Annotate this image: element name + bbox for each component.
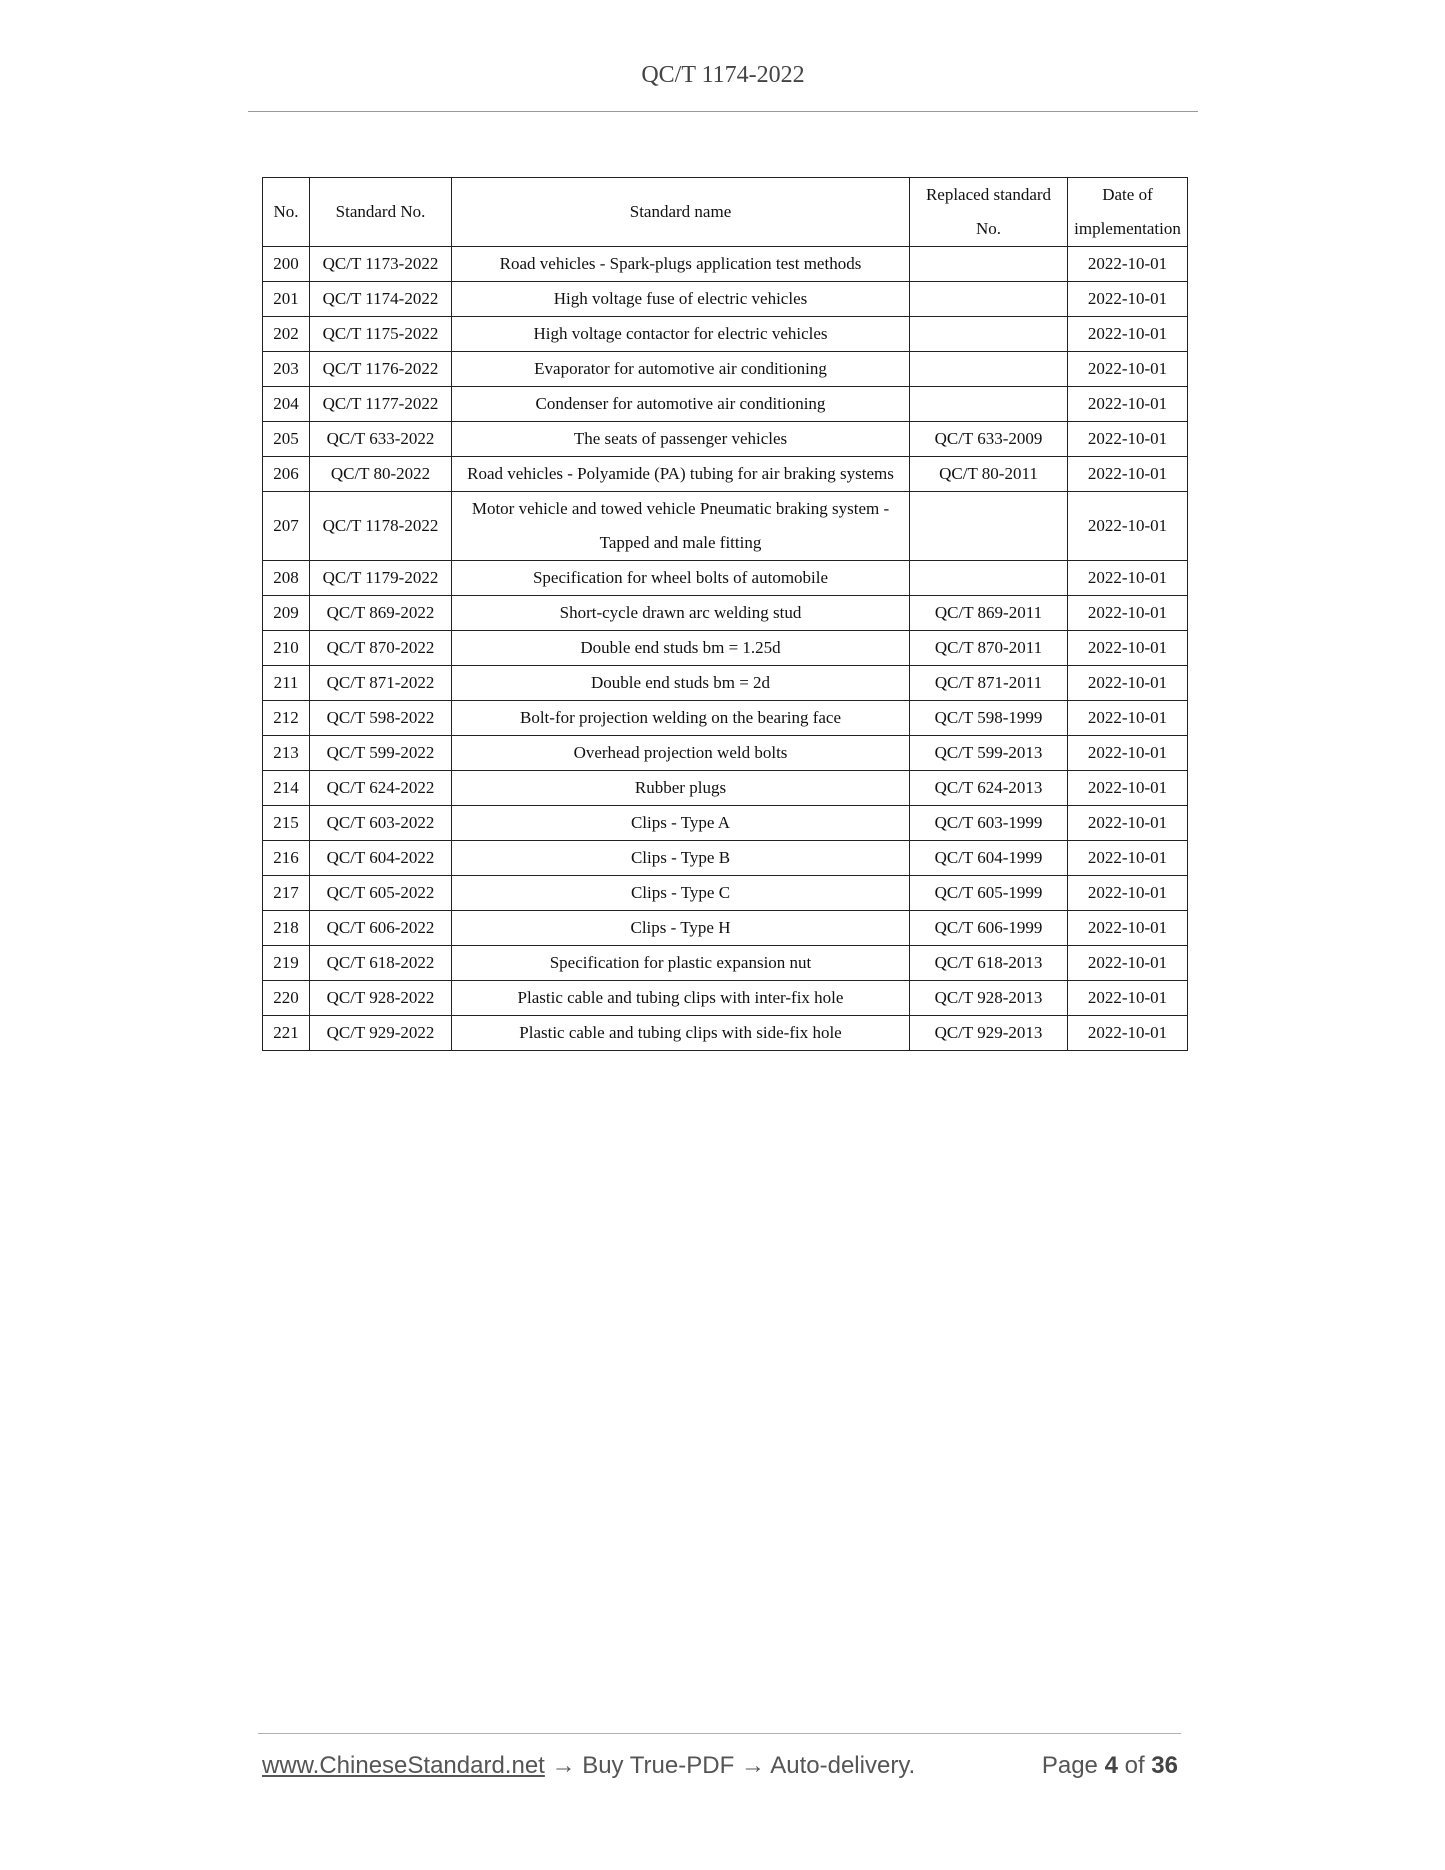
cell-standard-no: QC/T 1175-2022	[310, 317, 452, 352]
cell-standard-name: Clips - Type B	[452, 841, 910, 876]
cell-no: 210	[263, 631, 310, 666]
table-row	[263, 352, 1188, 387]
cell-date: 2022-10-01	[1068, 841, 1188, 876]
cell-replaced-standard: QC/T 598-1999	[910, 701, 1068, 736]
cell-replaced-standard	[910, 317, 1068, 352]
cell-standard-no: QC/T 871-2022	[310, 666, 452, 701]
cell-standard-name: Rubber plugs	[452, 771, 910, 806]
cell-date: 2022-10-01	[1068, 352, 1188, 387]
cell-no: 202	[263, 317, 310, 352]
table-row	[263, 422, 1188, 457]
table-row	[263, 457, 1188, 492]
cell-standard-name: Double end studs bm = 1.25d	[452, 631, 910, 666]
cell-replaced-standard: QC/T 869-2011	[910, 596, 1068, 631]
column-header-no: No.	[263, 178, 310, 247]
cell-no: 200	[263, 247, 310, 282]
cell-date: 2022-10-01	[1068, 806, 1188, 841]
cell-no: 221	[263, 1016, 310, 1051]
cell-standard-no: QC/T 618-2022	[310, 946, 452, 981]
cell-replaced-standard: QC/T 605-1999	[910, 876, 1068, 911]
cell-no: 203	[263, 352, 310, 387]
cell-no: 206	[263, 457, 310, 492]
cell-no: 218	[263, 911, 310, 946]
cell-standard-name: Road vehicles - Spark-plugs application test methods	[452, 247, 910, 282]
cell-replaced-standard: QC/T 599-2013	[910, 736, 1068, 771]
auto-delivery-text: Auto-delivery.	[770, 1752, 916, 1779]
cell-date: 2022-10-01	[1068, 701, 1188, 736]
cell-date: 2022-10-01	[1068, 596, 1188, 631]
cell-replaced-standard: QC/T 633-2009	[910, 422, 1068, 457]
cell-replaced-standard: QC/T 871-2011	[910, 666, 1068, 701]
page-header-title: QC/T 1174-2022	[641, 62, 805, 88]
cell-standard-no: QC/T 598-2022	[310, 701, 452, 736]
cell-standard-no: QC/T 80-2022	[310, 457, 452, 492]
cell-date: 2022-10-01	[1068, 1016, 1188, 1051]
cell-standard-name: Evaporator for automotive air conditioning	[452, 352, 910, 387]
cell-date: 2022-10-01	[1068, 317, 1188, 352]
page-indicator	[1042, 1752, 1178, 1780]
cell-date: 2022-10-01	[1068, 736, 1188, 771]
cell-date: 2022-10-01	[1068, 282, 1188, 317]
cell-replaced-standard: QC/T 870-2011	[910, 631, 1068, 666]
table-row	[263, 247, 1188, 282]
cell-no: 212	[263, 701, 310, 736]
column-header-standard-no: Standard No.	[310, 178, 452, 247]
cell-date: 2022-10-01	[1068, 666, 1188, 701]
cell-standard-no: QC/T 1174-2022	[310, 282, 452, 317]
cell-no: 219	[263, 946, 310, 981]
cell-date: 2022-10-01	[1068, 492, 1188, 561]
cell-date: 2022-10-01	[1068, 631, 1188, 666]
table-row	[263, 736, 1188, 771]
page-current: 4	[1104, 1752, 1118, 1779]
cell-replaced-standard	[910, 282, 1068, 317]
cell-replaced-standard: QC/T 80-2011	[910, 457, 1068, 492]
cell-no: 209	[263, 596, 310, 631]
cell-no: 201	[263, 282, 310, 317]
table-row	[263, 911, 1188, 946]
cell-standard-no: QC/T 1177-2022	[310, 387, 452, 422]
table-row	[263, 631, 1188, 666]
cell-date: 2022-10-01	[1068, 771, 1188, 806]
cell-no: 213	[263, 736, 310, 771]
cell-standard-name: Clips - Type A	[452, 806, 910, 841]
cell-replaced-standard: QC/T 624-2013	[910, 771, 1068, 806]
table-row	[263, 282, 1188, 317]
buy-true-pdf-text: Buy True-PDF	[582, 1752, 735, 1779]
cell-standard-no: QC/T 624-2022	[310, 771, 452, 806]
cell-standard-name: Clips - Type C	[452, 876, 910, 911]
footer-promo	[262, 1752, 915, 1780]
table-row	[263, 387, 1188, 422]
table-row	[263, 806, 1188, 841]
table-body	[263, 247, 1188, 1051]
cell-no: 208	[263, 561, 310, 596]
table-row	[263, 946, 1188, 981]
column-header-date: Date of implementation	[1068, 178, 1188, 247]
page-footer	[262, 1752, 1182, 1782]
cell-no: 217	[263, 876, 310, 911]
page-label: Page	[1041, 1752, 1098, 1779]
cell-date: 2022-10-01	[1068, 911, 1188, 946]
cell-no: 205	[263, 422, 310, 457]
footer-divider	[258, 1733, 1181, 1734]
cell-standard-name: Overhead projection weld bolts	[452, 736, 910, 771]
cell-replaced-standard	[910, 561, 1068, 596]
cell-standard-name: The seats of passenger vehicles	[452, 422, 910, 457]
header-divider	[248, 111, 1198, 112]
cell-standard-no: QC/T 1173-2022	[310, 247, 452, 282]
table-row	[263, 596, 1188, 631]
table-row	[263, 666, 1188, 701]
cell-replaced-standard: QC/T 606-1999	[910, 911, 1068, 946]
cell-standard-no: QC/T 869-2022	[310, 596, 452, 631]
cell-no: 215	[263, 806, 310, 841]
table-row	[263, 771, 1188, 806]
cell-standard-name: Plastic cable and tubing clips with side-fix hole	[452, 1016, 910, 1051]
cell-standard-name: Road vehicles - Polyamide (PA) tubing for air braking systems	[452, 457, 910, 492]
cell-no: 220	[263, 981, 310, 1016]
cell-standard-no: QC/T 603-2022	[310, 806, 452, 841]
table-row	[263, 492, 1188, 561]
table-row	[263, 981, 1188, 1016]
cell-standard-name: Bolt-for projection welding on the bearing face	[452, 701, 910, 736]
cell-date: 2022-10-01	[1068, 981, 1188, 1016]
cell-standard-no: QC/T 929-2022	[310, 1016, 452, 1051]
page-total: 36	[1151, 1752, 1178, 1779]
cell-no: 207	[263, 492, 310, 561]
cell-date: 2022-10-01	[1068, 247, 1188, 282]
cell-standard-no: QC/T 1179-2022	[310, 561, 452, 596]
table-row	[263, 561, 1188, 596]
cell-standard-name: Specification for wheel bolts of automobile	[452, 561, 910, 596]
cell-no: 214	[263, 771, 310, 806]
cell-standard-name: Short-cycle drawn arc welding stud	[452, 596, 910, 631]
cell-standard-no: QC/T 606-2022	[310, 911, 452, 946]
cell-standard-no: QC/T 633-2022	[310, 422, 452, 457]
cell-standard-no: QC/T 604-2022	[310, 841, 452, 876]
cell-no: 211	[263, 666, 310, 701]
arrow-right-icon: →	[740, 1752, 765, 1779]
table-row	[263, 841, 1188, 876]
cell-standard-no: QC/T 1178-2022	[310, 492, 452, 561]
column-header-standard-name: Standard name	[452, 178, 910, 247]
cell-standard-name: Clips - Type H	[452, 911, 910, 946]
cell-replaced-standard	[910, 352, 1068, 387]
cell-date: 2022-10-01	[1068, 457, 1188, 492]
cell-standard-name: Condenser for automotive air conditioning	[452, 387, 910, 422]
cell-replaced-standard: QC/T 604-1999	[910, 841, 1068, 876]
arrow-right-icon: →	[551, 1752, 576, 1779]
cell-replaced-standard: QC/T 603-1999	[910, 806, 1068, 841]
cell-standard-no: QC/T 1176-2022	[310, 352, 452, 387]
cell-date: 2022-10-01	[1068, 561, 1188, 596]
table-row	[263, 317, 1188, 352]
cell-standard-name: High voltage fuse of electric vehicles	[452, 282, 910, 317]
cell-standard-no: QC/T 928-2022	[310, 981, 452, 1016]
of-label: of	[1124, 1752, 1145, 1779]
cell-no: 204	[263, 387, 310, 422]
website-link[interactable]: www.ChineseStandard.net	[262, 1752, 545, 1779]
table-row	[263, 1016, 1188, 1051]
cell-date: 2022-10-01	[1068, 946, 1188, 981]
cell-replaced-standard: QC/T 618-2013	[910, 946, 1068, 981]
cell-replaced-standard	[910, 247, 1068, 282]
table-row	[263, 701, 1188, 736]
cell-standard-no: QC/T 605-2022	[310, 876, 452, 911]
cell-standard-name: Double end studs bm = 2d	[452, 666, 910, 701]
cell-replaced-standard	[910, 387, 1068, 422]
column-header-replaced-standard: Replaced standard No.	[910, 178, 1068, 247]
table-header-row	[263, 178, 1188, 247]
cell-date: 2022-10-01	[1068, 387, 1188, 422]
standards-table	[262, 177, 1188, 1051]
cell-date: 2022-10-01	[1068, 422, 1188, 457]
cell-no: 216	[263, 841, 310, 876]
cell-date: 2022-10-01	[1068, 876, 1188, 911]
cell-standard-name: Specification for plastic expansion nut	[452, 946, 910, 981]
cell-standard-name: Plastic cable and tubing clips with inter-fix hole	[452, 981, 910, 1016]
cell-replaced-standard	[910, 492, 1068, 561]
cell-replaced-standard: QC/T 928-2013	[910, 981, 1068, 1016]
cell-standard-name: Motor vehicle and towed vehicle Pneumatic braking system - Tapped and male fitting	[452, 492, 910, 561]
cell-standard-name: High voltage contactor for electric vehicles	[452, 317, 910, 352]
table-row	[263, 876, 1188, 911]
cell-replaced-standard: QC/T 929-2013	[910, 1016, 1068, 1051]
cell-standard-no: QC/T 599-2022	[310, 736, 452, 771]
cell-standard-no: QC/T 870-2022	[310, 631, 452, 666]
